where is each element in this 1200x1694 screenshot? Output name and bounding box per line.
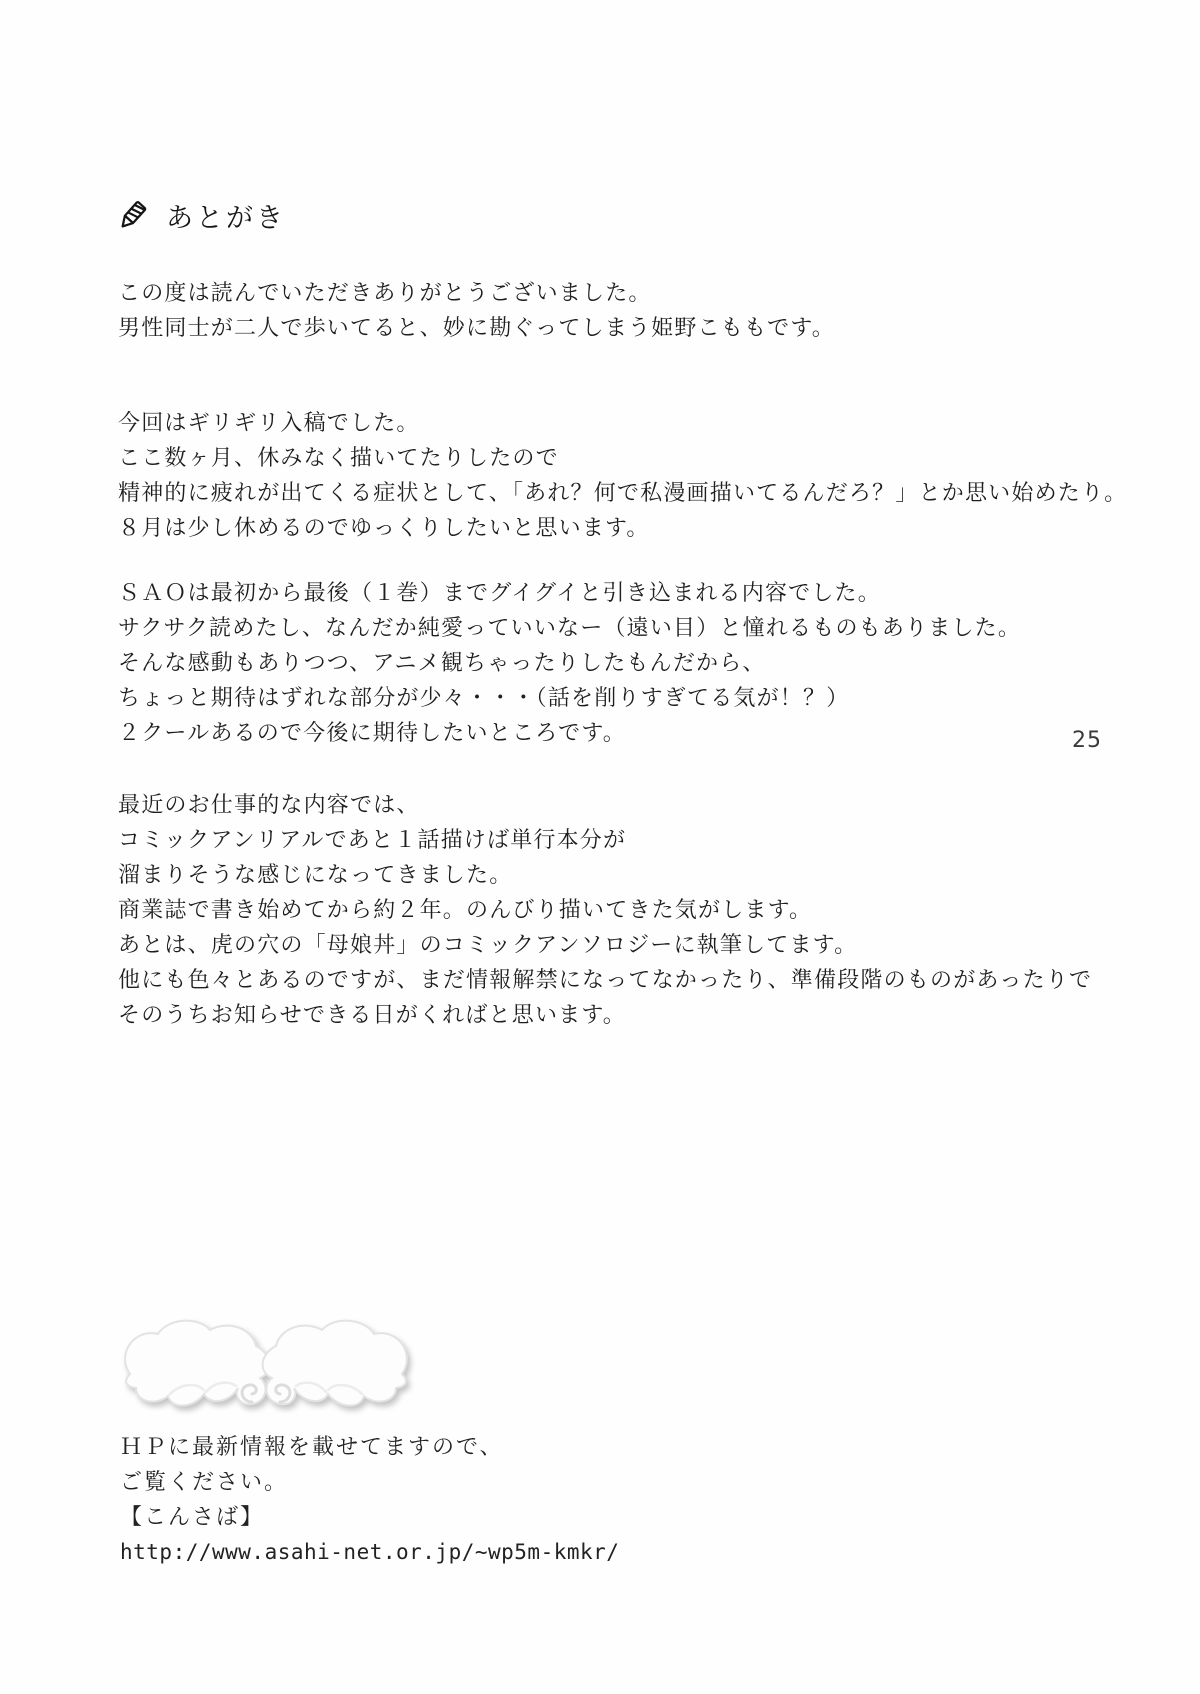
text-line: ＳＡＯは最初から最後（１巻）までグイグイと引き込まれる内容でした。 bbox=[118, 581, 881, 606]
text-line: ８月は少し休めるのでゆっくりしたいと思います。 bbox=[118, 516, 650, 541]
pencil-icon bbox=[116, 199, 148, 233]
text-line: 商業誌で書き始めてから約２年。のんびり描いてきた気がします。 bbox=[118, 898, 813, 923]
paragraph-sao bbox=[118, 576, 1120, 751]
text-line: 【こんさば】 bbox=[120, 1505, 265, 1530]
text-line: そのうちお知らせできる日がくればと思います。 bbox=[118, 1003, 626, 1028]
homepage-url: http://www.asahi-net.or.jp/~wp5m-kmkr/ bbox=[120, 1540, 620, 1564]
text-line: あとは、虎の穴の「母娘丼」のコミックアンソロジーに執筆してます。 bbox=[118, 933, 858, 958]
text-line: 今回はギリギリ入稿でした。 bbox=[118, 411, 420, 436]
text-line: ここ数ヶ月、休みなく描いてたりしたので bbox=[118, 446, 559, 471]
page-number: 25 bbox=[1072, 728, 1102, 753]
text-line: 最近のお仕事的な内容では、 bbox=[118, 793, 420, 818]
page-title: あとがき bbox=[166, 203, 286, 234]
text-line: 精神的に疲れが出てくる症状として、「あれ？何で私漫画描いてるんだろ？」とか思い始めたり。 bbox=[118, 481, 1128, 506]
paragraph-work bbox=[118, 788, 1120, 1033]
text-line: コミックアンリアルであと１話描けば単行本分が bbox=[118, 828, 627, 853]
text-line: ちょっと期待はずれな部分が少々・・・（話を削りすぎてる気が！？） bbox=[118, 686, 850, 711]
text-line: 男性同士が二人で歩いてると、妙に勘ぐってしまう姫野こももです。 bbox=[118, 316, 836, 341]
angel-wings-icon bbox=[110, 1312, 422, 1430]
text-line: ご覧ください。 bbox=[120, 1470, 289, 1495]
text-line: 他にも色々とあるのですが、まだ情報解禁になってなかったり、準備段階のものがあったりで bbox=[118, 968, 1093, 993]
text-line: 溜まりそうな感じになってきました。 bbox=[118, 863, 513, 888]
text-line: サクサク読めたし、なんだか純愛っていいなー（遠い目）と憧れるものもありました。 bbox=[118, 616, 1022, 641]
text-line: ２クールあるので今後に期待したいところです。 bbox=[118, 721, 626, 746]
text-line: この度は読んでいただきありがとうございました。 bbox=[118, 281, 652, 306]
text-line: そんな感動もありつつ、アニメ観ちゃったりしたもんだから、 bbox=[118, 651, 766, 676]
paragraph-deadline bbox=[118, 406, 1128, 546]
footer-info bbox=[120, 1430, 619, 1570]
paragraph-greeting bbox=[118, 276, 1120, 346]
page-title-row bbox=[116, 196, 286, 235]
text-line: ＨＰに最新情報を載せてますので、 bbox=[120, 1435, 504, 1460]
